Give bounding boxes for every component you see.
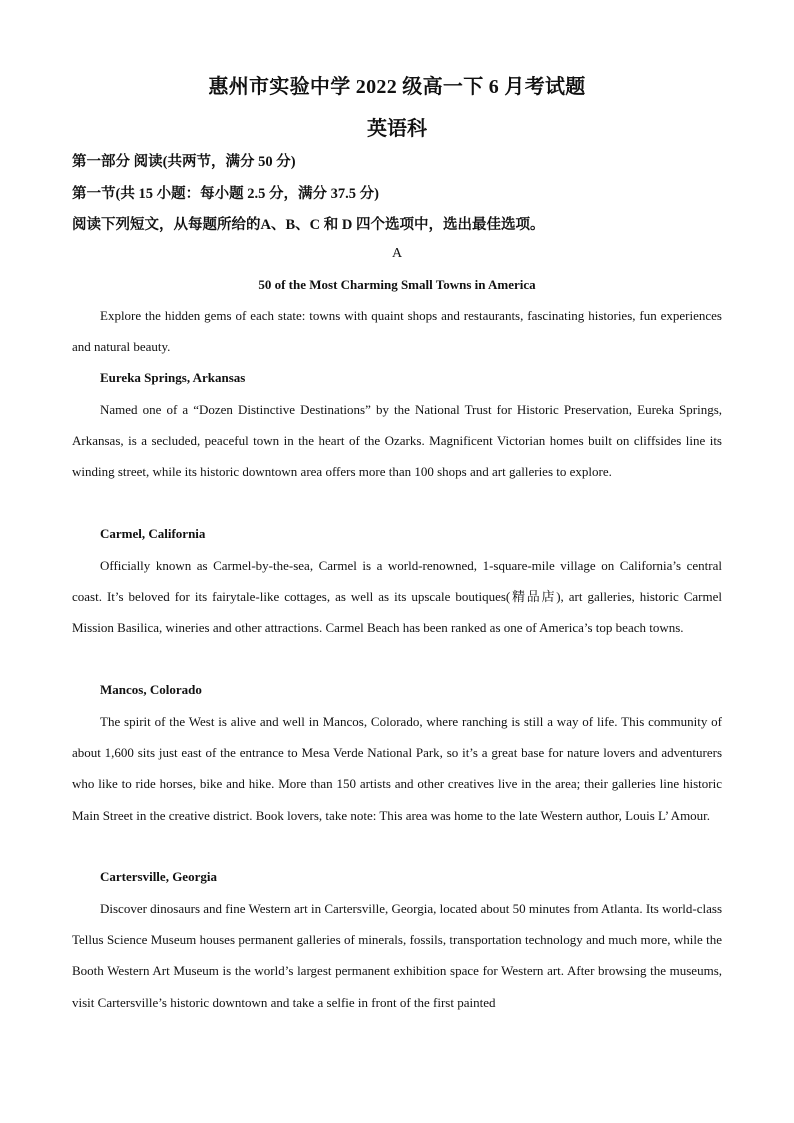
exam-title: 惠州市实验中学 2022 级高一下 6 月考试题: [208, 76, 586, 98]
town-paragraph-cartersville: Discover dinosaurs and fine Western art in Cartersville, Georgia, located about 50 minutes from Atlanta. Its world-class Tellus Science Museum houses permanent galleries of minerals, fossils, transportation technology and much more, while the Booth Western Art Museum is the world’s largest permanent exhibition space for Western art. After browsing the museums, visit Cartersville’s historic downtown and take a selfie in front of the first painted: [72, 901, 722, 1010]
town-paragraph-mancos: The spirit of the West is alive and well in Mancos, Colorado, where ranching is still a way of life. This community of about 1,600 sits just east of the entrance to Mesa Verde National Park, so it’s a great base for nature lovers and adventurers who like to ride horses, bike and hike. More than 150 artists and other creatives live in the area; their galleries line historic Main Street in the creative district. Book lovers, take note: This area was home to the late Western author, Louis L’ Amour.: [72, 714, 722, 823]
town-paragraph-carmel: Officially known as Carmel-by-the-sea, Carmel is a world-renowned, 1-square-mile village on California’s central coast. It’s beloved for its fairytale-like cottages, as well as its upscale boutiques(精品店), art galleries, historic Carmel Mission Basilica, wineries and other attractions. Carmel Beach has been ranked as one of America’s top beach towns.: [72, 558, 722, 636]
directions: 阅读下列短文，从每题所给的A、B、C 和 D 四个选项中，选出最佳选项。: [72, 217, 545, 233]
town-heading-cartersville: Cartersville, Georgia: [100, 869, 217, 884]
section-heading: 第一节(共 15 小题：每小题 2.5 分，满分 37.5 分): [72, 186, 379, 202]
town-heading-mancos: Mancos, Colorado: [100, 682, 202, 697]
town-paragraph-eureka: Named one of a “Dozen Distinctive Destinations” by the National Trust for Historic Preservation, Eureka Springs, Arkansas, is a secluded, peaceful town in the heart of the Ozarks. Magnificent Victorian homes built on cliffsides line its winding street, while its historic downtown area offers more than 100 shops and art galleries to explore.: [72, 402, 722, 480]
town-heading-eureka: Eureka Springs, Arkansas: [100, 370, 246, 385]
intro-paragraph: Explore the hidden gems of each state: towns with quaint shops and restaurants, fascinating histories, fun experiences and natural beauty.: [72, 308, 722, 355]
passage-label: A: [391, 246, 403, 261]
subject-title: 英语科: [367, 118, 427, 140]
part-heading: 第一部分 阅读(共两节，满分 50 分): [72, 154, 296, 170]
town-heading-carmel: Carmel, California: [100, 526, 206, 541]
article-title: 50 of the Most Charming Small Towns in America: [258, 277, 536, 292]
